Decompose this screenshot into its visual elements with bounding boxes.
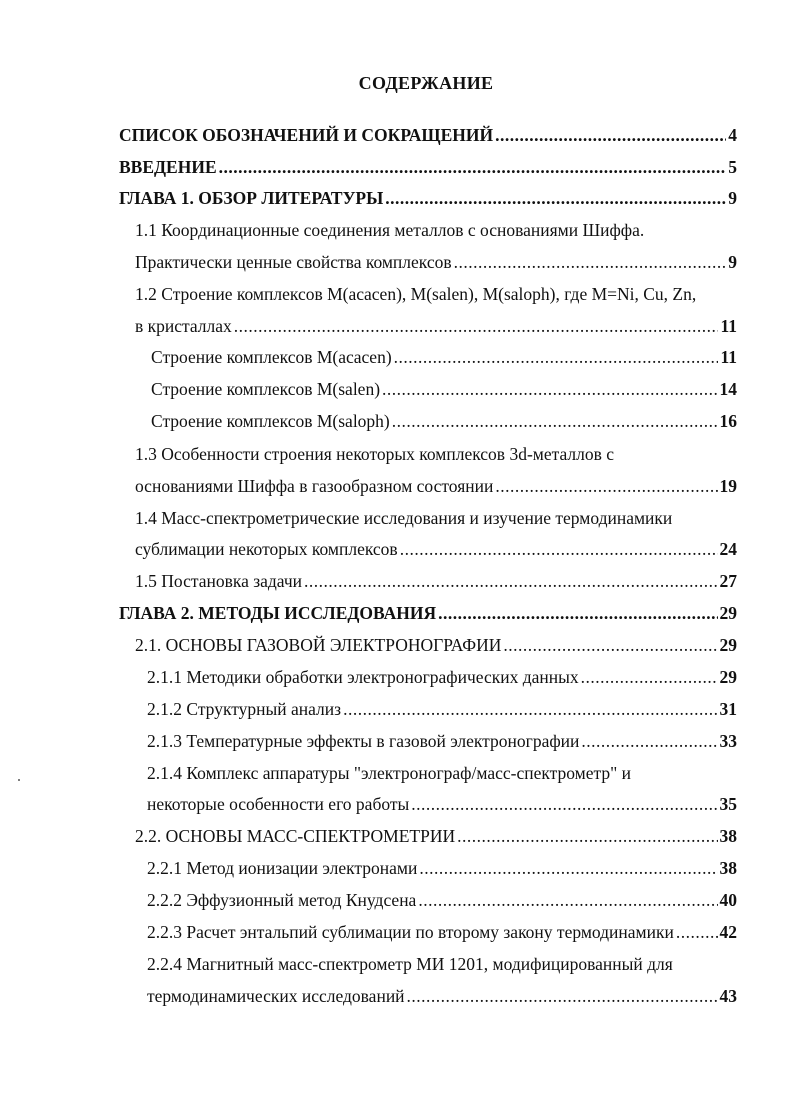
toc-entry-page: 38: [719, 858, 737, 878]
toc-entry-page: 29: [719, 635, 737, 655]
toc-entry-page: 9: [728, 188, 737, 208]
toc-entry-page: 9: [728, 252, 737, 272]
toc-entry-first-line: 1.2 Строение комплексов M(acacen), M(salen), M(saloph), где M=Ni, Cu, Zn,: [135, 284, 697, 304]
toc-entry-first-line: 1.3 Особенности строения некоторых комплексов 3d-металлов с: [135, 444, 615, 464]
leader-dots: [392, 410, 718, 432]
scan-speck: [18, 779, 20, 781]
toc-entry: [135, 251, 737, 273]
toc-entry: [119, 124, 737, 146]
toc-entry-first-line: 1.4 Масс-спектрометрические исследования и изучение термодинамики: [135, 508, 673, 528]
toc-entry-page: 14: [719, 379, 737, 399]
toc-entry-page: 42: [719, 922, 737, 942]
toc-entry-title: 2.1. ОСНОВЫ ГАЗОВОЙ ЭЛЕКТРОНОГРАФИИ: [135, 635, 502, 655]
toc-entry-title: ВВЕДЕНИЕ: [119, 157, 217, 177]
toc-entry-first-line: 2.2.4 Магнитный масс-спектрометр МИ 1201, модифицированный для: [147, 954, 673, 974]
toc-entry-title: 2.1.1 Методики обработки электронографических данных: [147, 667, 579, 687]
leader-dots: [343, 698, 717, 720]
toc-heading: СОДЕРЖАНИЕ: [358, 73, 494, 93]
toc-entry-page: 19: [719, 476, 737, 496]
toc-entry: [119, 187, 737, 209]
toc-entry-title: 2.2. ОСНОВЫ МАСС-СПЕКТРОМЕТРИИ: [135, 826, 456, 846]
toc-entry: [135, 634, 737, 656]
toc-entry-page: 35: [719, 794, 737, 814]
toc-entry: [151, 378, 737, 400]
leader-dots: [400, 538, 718, 560]
toc-entry-title: Практически ценные свойства комплексов: [135, 252, 452, 272]
toc-entry-title: термодинамических исследований: [147, 986, 405, 1006]
toc-entry: [147, 730, 737, 752]
leader-dots: [581, 666, 718, 688]
leader-dots: [503, 634, 717, 656]
leader-dots: [234, 315, 719, 337]
toc-entry: [147, 698, 737, 720]
toc-entry: [135, 825, 737, 847]
toc-entry-title: Строение комплексов M(saloph): [151, 411, 390, 431]
toc-entry-title: ГЛАВА 1. ОБЗОР ЛИТЕРАТУРЫ: [119, 188, 384, 208]
leader-dots: [304, 570, 717, 592]
toc-entry: [119, 156, 737, 178]
leader-dots: [419, 857, 717, 879]
toc-entry-title: СПИСОК ОБОЗНАЧЕНИЙ И СОКРАЩЕНИЙ: [119, 125, 494, 145]
leader-dots: [418, 889, 717, 911]
leader-dots: [411, 793, 717, 815]
toc-entry: [147, 889, 737, 911]
toc-entry-title: 2.2.3 Расчет энтальпий сублимации по второму закону термодинамики: [147, 922, 674, 942]
toc-entry-title: некоторые особенности его работы: [147, 794, 410, 814]
toc-entry-title: 2.2.1 Метод ионизации электронами: [147, 858, 418, 878]
toc-entry: [147, 985, 737, 1007]
leader-dots: [454, 251, 727, 273]
toc-entry-title: 2.1.3 Температурные эффекты в газовой электронографии: [147, 731, 580, 751]
toc-entry-page: 38: [719, 826, 737, 846]
toc-entry-title: основаниями Шиффа в газообразном состоянии: [135, 476, 494, 496]
toc-entry-page: 31: [719, 699, 737, 719]
leader-dots: [382, 378, 717, 400]
toc-entry: [119, 602, 737, 624]
toc-entry-title: сублимации некоторых комплексов: [135, 539, 398, 559]
toc-entry-title: ГЛАВА 2. МЕТОДЫ ИССЛЕДОВАНИЯ: [119, 603, 437, 623]
leader-dots: [495, 475, 717, 497]
toc-entry-title: 1.5 Постановка задачи: [135, 571, 303, 591]
toc-entry-first-line: 1.1 Координационные соединения металлов с основаниями Шиффа.: [135, 220, 645, 240]
toc-entry-first-line: 2.1.4 Комплекс аппаратуры "электронограф/масс-спектрометр" и: [147, 763, 631, 783]
toc-entry: [135, 570, 737, 592]
leader-dots: [438, 602, 717, 624]
leader-dots: [676, 921, 718, 943]
toc-entry-page: 5: [728, 157, 737, 177]
toc-entry-title: в кристаллах: [135, 316, 232, 336]
toc-entry: [151, 410, 737, 432]
toc-entry-page: 11: [720, 347, 737, 367]
leader-dots: [407, 985, 718, 1007]
toc-entry: [135, 538, 737, 560]
leader-dots: [385, 187, 726, 209]
toc-entry: [147, 857, 737, 879]
toc-entry: [147, 793, 737, 815]
toc-entry-title: 2.2.2 Эффузионный метод Кнудсена: [147, 890, 417, 910]
leader-dots: [495, 124, 726, 146]
toc-entry-page: 29: [719, 603, 737, 623]
toc-entry-page: 29: [719, 667, 737, 687]
toc-entry-page: 24: [719, 539, 737, 559]
toc-entry: [147, 666, 737, 688]
toc-entry-title: Строение комплексов M(acacen): [151, 347, 392, 367]
toc-entry-page: 33: [719, 731, 737, 751]
toc-entry-page: 4: [728, 125, 737, 145]
toc-entry-page: 43: [719, 986, 737, 1006]
toc-entry-page: 11: [720, 316, 737, 336]
leader-dots: [457, 825, 717, 847]
toc-entry-page: 16: [719, 411, 737, 431]
toc-entry-title: Строение комплексов M(salen): [151, 379, 381, 399]
toc-entry: [147, 921, 737, 943]
leader-dots: [219, 156, 727, 178]
leader-dots: [394, 346, 719, 368]
toc-entry-title: 2.1.2 Структурный анализ: [147, 699, 342, 719]
toc-entry-page: 40: [719, 890, 737, 910]
leader-dots: [581, 730, 717, 752]
toc-entry: [151, 346, 737, 368]
toc-entry: [135, 475, 737, 497]
toc-entry-page: 27: [719, 571, 737, 591]
toc-entry: [135, 315, 737, 337]
